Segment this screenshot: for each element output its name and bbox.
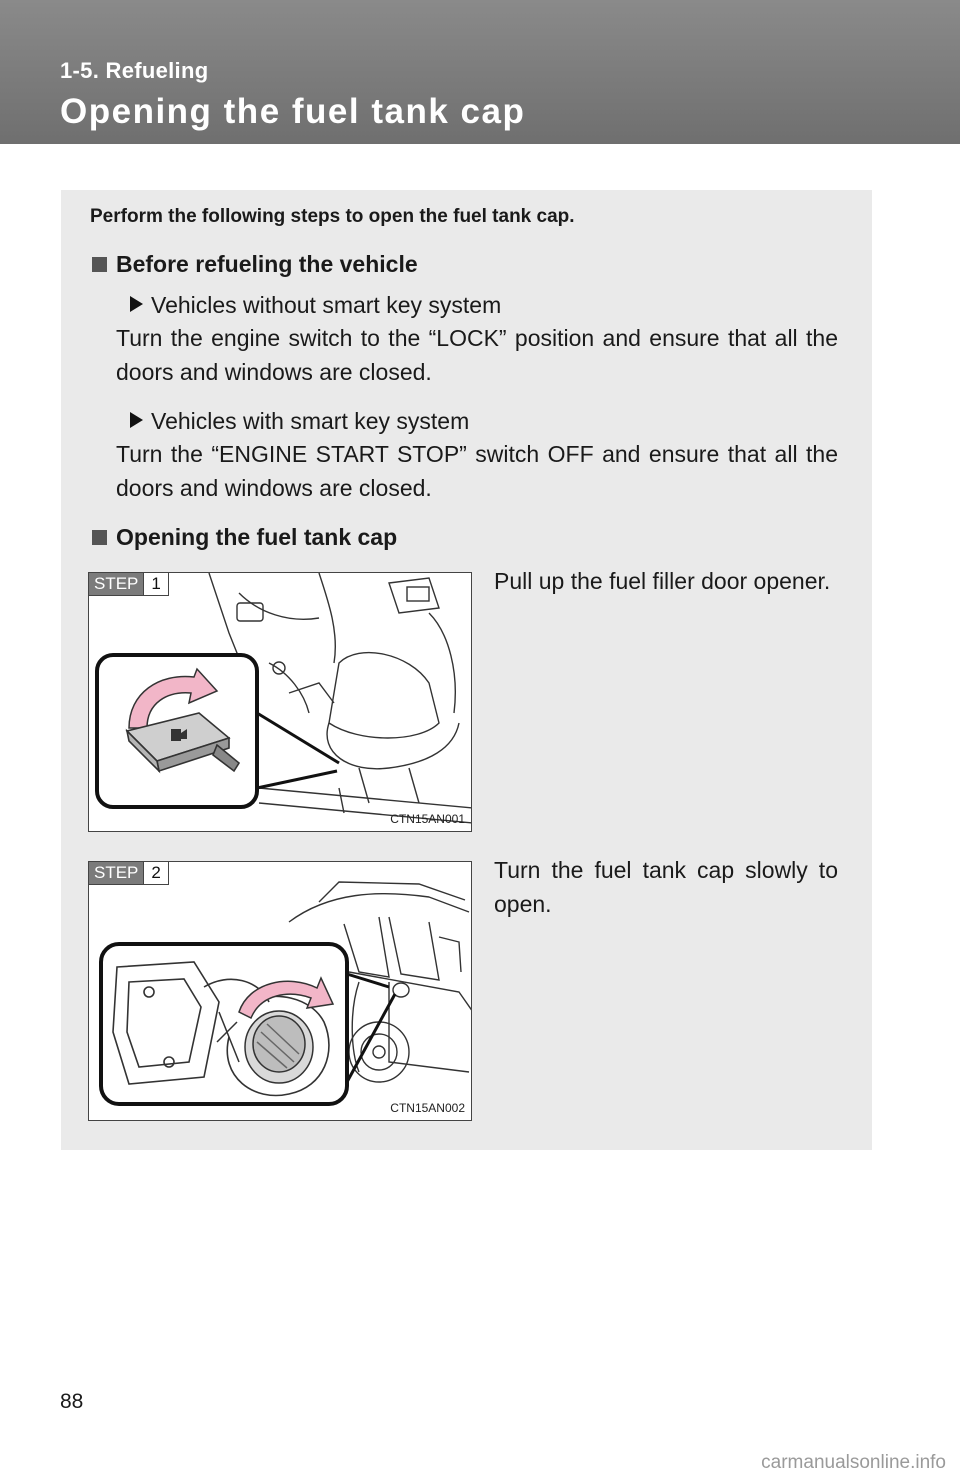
step-badge-label: STEP [89,573,143,595]
page-header [0,0,960,144]
triangle-bullet-icon [130,412,143,428]
variant-label-smart-key [118,408,469,435]
intro-text: Perform the following steps to open the fuel tank cap. [90,206,575,227]
step-badge-number: 1 [143,573,167,595]
figure-code: CTN15AN001 [390,812,465,826]
step-1-instruction: Pull up the fuel filler door opener. [494,568,831,594]
subheading-label: Opening the fuel tank cap [116,524,398,550]
subheading-opening-cap [92,524,397,551]
variant-label-no-smart-key [118,292,501,319]
step-badge-label: STEP [89,862,143,884]
step-badge-2 [89,862,169,885]
subheading-label: Before refueling the vehicle [116,251,418,277]
square-bullet-icon [92,257,107,272]
square-bullet-icon [92,530,107,545]
figure-step-1 [88,572,472,832]
triangle-bullet-icon [130,296,143,312]
instruction-no-smart-key: Turn the engine switch to the “LOCK” position and ensure that all the doors and windows are closed. [116,325,838,385]
subheading-before-refueling [92,251,418,278]
step-badge-number: 2 [143,862,167,884]
figure-code: CTN15AN002 [390,1101,465,1115]
fuel-door-opener-illustration [89,573,472,832]
fuel-tank-cap-illustration [89,862,472,1121]
page-number: 88 [60,1390,84,1413]
instruction-smart-key: Turn the “ENGINE START STOP” switch OFF and ensure that all the doors and windows are closed. [116,441,838,501]
step-badge-1 [89,573,169,596]
watermark: carmanualsonline.info [761,1452,946,1473]
step-2-instruction: Turn the fuel tank cap slowly to open. [494,857,838,917]
variant-label: Vehicles with smart key system [151,408,470,434]
variant-label: Vehicles without smart key system [151,292,502,318]
section-label: 1-5. Refueling [60,58,209,83]
page-title: Opening the fuel tank cap [60,92,526,131]
figure-step-2 [88,861,472,1121]
